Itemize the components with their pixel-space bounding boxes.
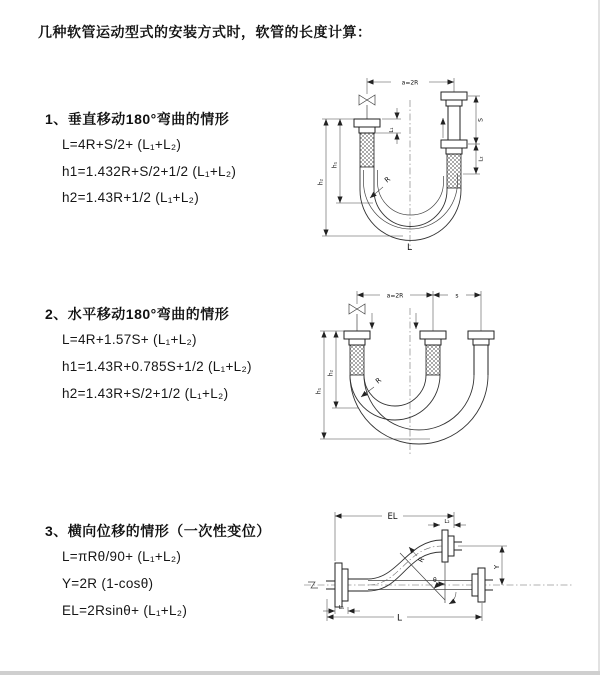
right-flange-original: [441, 140, 467, 154]
angle-label: θ: [433, 577, 437, 584]
radius-leader: [409, 547, 417, 556]
valve-icon: [349, 304, 365, 331]
radius-label: R: [383, 175, 393, 185]
dim-label-l2: L₂: [478, 156, 485, 162]
formula-line: h1=1.43R+0.785S+1/2 (L₁+L₂): [62, 359, 252, 374]
swing-arrow-icon: [449, 592, 456, 604]
formula-line: h2=1.43R+1/2 (L₁+L₂): [62, 190, 200, 205]
right-flange-moved: [441, 92, 467, 106]
dim-label-h2: h₂: [327, 369, 335, 377]
braided-hose-section: [426, 345, 440, 375]
section-1-heading: 1、垂直移动180°弯曲的情形: [45, 111, 230, 127]
dim-el: [335, 512, 454, 561]
diagram-vertical-180-bend: [313, 70, 528, 255]
dim-shift-s: [433, 293, 481, 300]
dim-l2: [428, 519, 466, 525]
dim-label-y: Y: [493, 564, 501, 570]
page-title: 几种软管运动型式的安装方式时，软管的长度计算：: [38, 24, 372, 40]
dim-label-h1: h₁: [315, 387, 323, 395]
dim-label-l2: L₂: [444, 519, 450, 525]
dim-h1: [316, 331, 431, 439]
dim-label-span: a=2R: [401, 79, 419, 87]
dim-label-span: a=2R: [386, 292, 404, 300]
dim-l1: [323, 605, 360, 614]
diagram-lateral-displacement: [302, 503, 597, 648]
formula-line: L=4R+S/2+ (L₁+L₂): [62, 137, 182, 152]
dim-label-l: L: [397, 613, 403, 624]
left-flange: [354, 119, 380, 133]
dim-label-h1: h₁: [331, 161, 339, 169]
middle-flange-original: [420, 331, 446, 345]
dim-label-s: S: [477, 118, 485, 122]
dim-label-el: EL: [387, 512, 398, 522]
hose-u-bend: [360, 167, 461, 240]
dim-label-h2: h₂: [317, 178, 325, 186]
formula-line: EL=2Rsinθ+ (L₁+L₂): [62, 603, 188, 618]
dim-label-shift: s: [455, 292, 459, 300]
valve-icon: [359, 95, 375, 119]
braided-hose-section: [360, 133, 374, 167]
dim-span-a2r: [357, 291, 481, 331]
braided-hose-section: [350, 345, 364, 375]
formula-line: h2=1.43R+S/2+1/2 (L₁+L₂): [62, 386, 229, 401]
diagram-horizontal-180-bend: [312, 283, 552, 468]
hose-displaced-position: [368, 540, 442, 591]
right-flange-moved: [468, 331, 494, 375]
section-3-heading: 3、横向位移的情形（一次性变位）: [45, 523, 271, 539]
formula-line: h1=1.432R+S/2+1/2 (L₁+L₂): [62, 164, 237, 179]
formula-line: Y=2R (1-cosθ): [62, 576, 154, 591]
hose-u-bend: [350, 375, 488, 444]
section-2-heading: 2、水平移动180°弯曲的情形: [45, 306, 230, 322]
length-label: L: [407, 243, 413, 253]
formula-line: L=4R+1.57S+ (L₁+L₂): [62, 332, 197, 347]
radius-label: R: [416, 555, 427, 564]
dim-label-l1: L₁: [338, 605, 345, 611]
page-edge: [0, 671, 600, 675]
formula-line: L=πRθ/90+ (L₁+L₂): [62, 549, 182, 564]
dim-label-l1: L₁: [389, 127, 395, 133]
radius-label: R: [374, 376, 384, 386]
dim-s: [468, 96, 485, 144]
left-flange: [344, 331, 370, 345]
braided-hose-section: [447, 154, 461, 188]
